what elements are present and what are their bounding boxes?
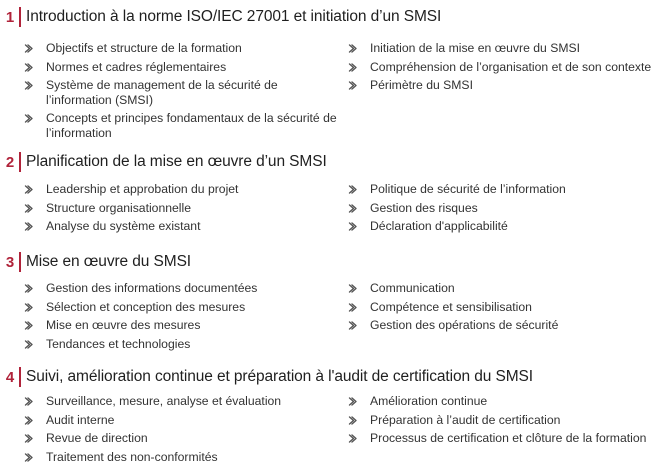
section-3 [0,251,672,351]
list-item: Gestion des informations documentées [22,281,332,296]
list-item: Surveillance, mesure, analyse et évaluation [22,394,332,409]
section-title: Introduction à la norme ISO/IEC 27001 et initiation d’un SMSI [26,8,442,25]
left-column [22,394,332,468]
section-title: Planification de la mise en œuvre d’un SMSI [26,153,327,170]
section-2 [0,151,672,233]
chevron-right-icon [348,303,357,312]
list-item: Communication [346,281,672,296]
section-header [0,151,672,173]
section-title: Suivi, amélioration continue et préparation à l'audit de certification du SMSI [26,368,533,385]
right-column [346,394,672,450]
list-item: Politique de sécurité de l’information [346,182,672,197]
list-item: Compétence et sensibilisation [346,300,672,315]
chevron-right-icon [24,303,33,312]
chevron-right-icon [24,284,33,293]
section-number: 2 [5,153,15,171]
section-number: 4 [5,368,15,386]
section-divider [19,252,21,272]
list-item: Leadership et approbation du projet [22,182,332,197]
left-column [22,41,337,144]
chevron-right-icon [24,340,33,349]
chevron-right-icon [348,321,357,330]
chevron-right-icon [24,204,33,213]
chevron-right-icon [24,416,33,425]
list-item: Tendances et technologies [22,337,332,352]
chevron-right-icon [348,44,357,53]
left-column [22,182,332,238]
list-item: Structure organisationnelle [22,201,332,216]
right-column [346,182,672,238]
list-item: Normes et cadres réglementaires [22,60,332,75]
chevron-right-icon [348,81,357,90]
right-column [346,41,672,97]
section-header [0,251,672,273]
chevron-right-icon [24,63,33,72]
section-divider [19,152,21,172]
chevron-right-icon [24,44,33,53]
section-number: 3 [5,253,15,271]
section-header [0,6,672,28]
chevron-right-icon [24,453,33,462]
chevron-right-icon [24,397,33,406]
list-item: Objectifs et structure de la formation [22,41,332,56]
section-divider [19,7,21,27]
section-number: 1 [5,8,15,26]
list-item: Compréhension de l’organisation et de son contexte [346,60,672,75]
list-item: Système de management de la sécurité de l’information (SMSI) [22,78,286,107]
chevron-right-icon [348,204,357,213]
list-item: Périmètre du SMSI [346,78,672,93]
list-item: Revue de direction [22,431,332,446]
chevron-right-icon [348,397,357,406]
chevron-right-icon [24,185,33,194]
chevron-right-icon [24,321,33,330]
chevron-right-icon [24,114,33,123]
section-4 [0,366,672,464]
chevron-right-icon [348,222,357,231]
list-item: Processus de certification et clôture de la formation [346,431,672,446]
list-item: Gestion des risques [346,201,672,216]
chevron-right-icon [348,434,357,443]
list-item: Sélection et conception des mesures [22,300,332,315]
list-item: Préparation à l’audit de certification [346,413,672,428]
section-title: Mise en œuvre du SMSI [26,253,192,270]
section-1 [0,6,672,140]
chevron-right-icon [348,284,357,293]
chevron-right-icon [24,434,33,443]
left-column [22,281,332,355]
list-item: Audit interne [22,413,332,428]
list-item: Gestion des opérations de sécurité [346,318,672,333]
list-item: Concepts et principes fondamentaux de la sécurité de l’information [22,111,338,140]
list-item: Amélioration continue [346,394,672,409]
chevron-right-icon [348,63,357,72]
section-divider [19,367,21,387]
right-column [346,281,672,337]
list-item: Analyse du système existant [22,219,332,234]
chevron-right-icon [348,416,357,425]
chevron-right-icon [24,81,33,90]
list-item: Initiation de la mise en œuvre du SMSI [346,41,672,56]
section-header [0,366,672,388]
list-item: Traitement des non-conformités [22,450,332,465]
chevron-right-icon [24,222,33,231]
list-item: Déclaration d'applicabilité [346,219,672,234]
chevron-right-icon [348,185,357,194]
list-item: Mise en œuvre des mesures [22,318,332,333]
